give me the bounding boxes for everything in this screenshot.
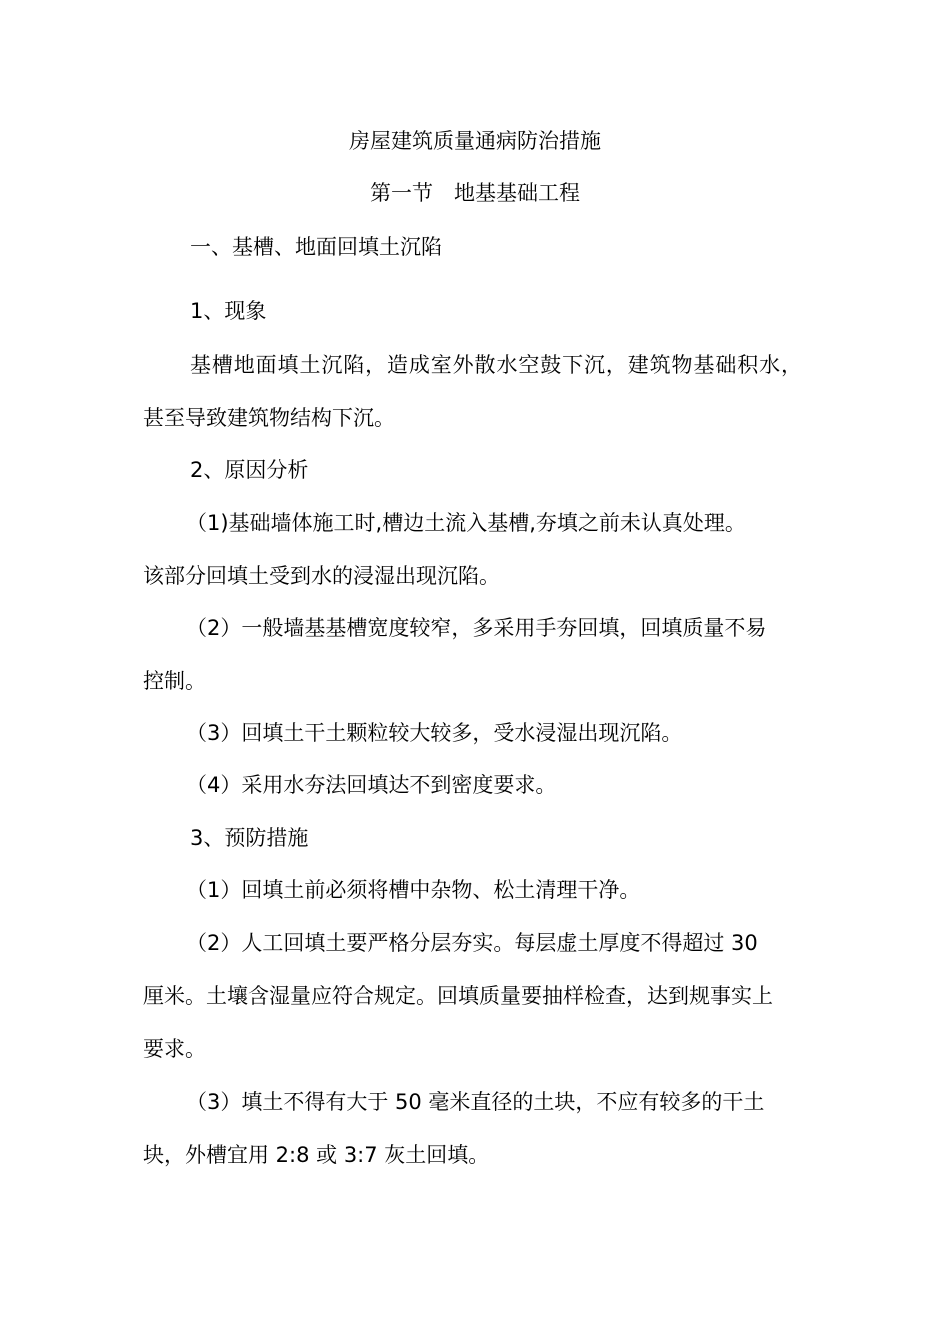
section-title: 第一节 地基基础工程 bbox=[370, 181, 580, 205]
subheading-cause-analysis: 2、原因分析 bbox=[190, 458, 309, 482]
heading-1: 一、基槽、地面回填土沉陷 bbox=[190, 235, 442, 259]
subheading-phenomenon: 1、现象 bbox=[190, 299, 267, 323]
paragraph-cause-3: （3）回填土干土颗粒较大较多，受水浸湿出现沉陷。 bbox=[186, 721, 683, 745]
paragraph-measure-3-line-2: 块，外槽宜用 2:8 或 3:7 灰土回填。 bbox=[143, 1143, 490, 1167]
paragraph-phenomenon-line-2: 甚至导致建筑物结构下沉。 bbox=[143, 406, 395, 430]
paragraph-cause-1-line-2: 该部分回填土受到水的浸湿出现沉陷。 bbox=[143, 564, 500, 588]
paragraph-cause-4: （4）采用水夯法回填达不到密度要求。 bbox=[186, 773, 557, 797]
paragraph-cause-1-line-1: （1)基础墙体施工时,槽边土流入基槽,夯填之前未认真处理。 bbox=[186, 511, 746, 535]
paragraph-measure-2-line-2: 厘米。土壤含湿量应符合规定。回填质量要抽样检查，达到规事实上 bbox=[143, 984, 773, 1008]
subheading-prevention-measures: 3、预防措施 bbox=[190, 826, 309, 850]
document-title: 房屋建筑质量通病防治措施 bbox=[349, 129, 601, 153]
paragraph-cause-2-line-1: （2）一般墙基基槽宽度较窄，多采用手夯回填，回填质量不易 bbox=[186, 616, 767, 640]
paragraph-measure-3-line-1: （3）填土不得有大于 50 毫米直径的土块，不应有较多的干土 bbox=[186, 1090, 765, 1114]
paragraph-measure-2-line-1: （2）人工回填土要严格分层夯实。每层虚土厚度不得超过 30 bbox=[186, 931, 758, 955]
paragraph-measure-1: （1）回填土前必须将槽中杂物、松土清理干净。 bbox=[186, 878, 641, 902]
paragraph-cause-2-line-2: 控制。 bbox=[143, 669, 206, 693]
paragraph-measure-2-line-3: 要求。 bbox=[143, 1037, 206, 1061]
paragraph-phenomenon-line-1: 基槽地面填土沉陷，造成室外散水空鼓下沉，建筑物基础积水， bbox=[190, 353, 802, 377]
